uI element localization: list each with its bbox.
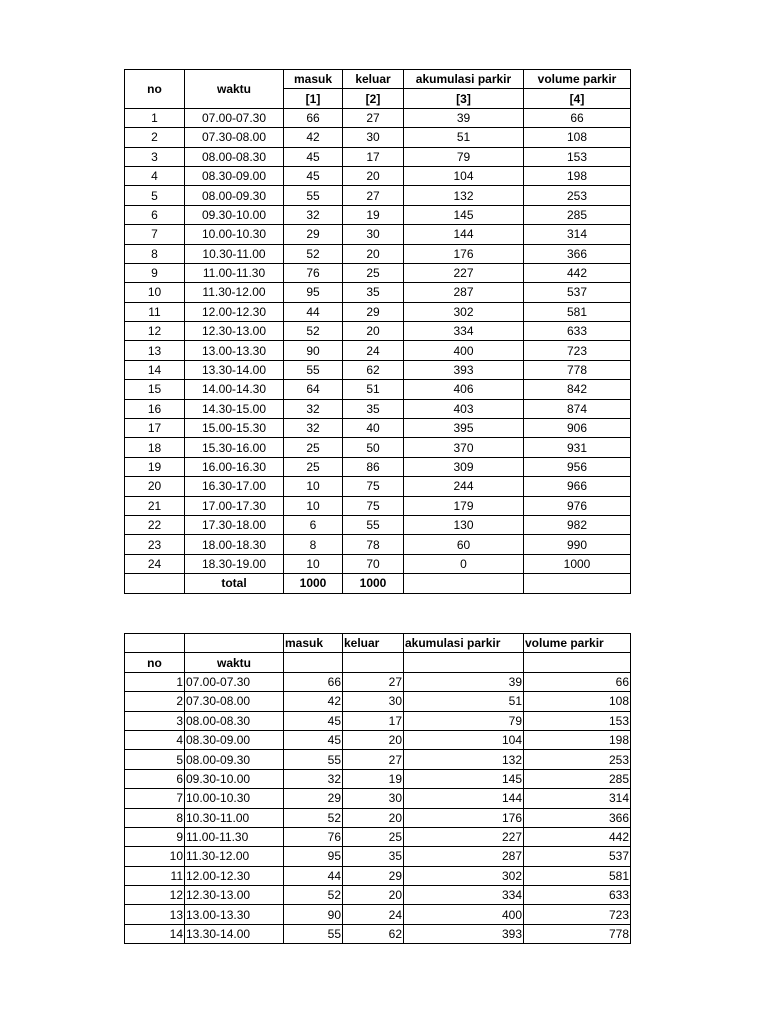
cell-masuk: 45 [284,147,343,166]
table-header-row [125,70,631,89]
cell-no: 20 [125,477,185,496]
table-row [125,166,631,185]
subheader-4: [4] [524,89,631,108]
cell-keluar: 62 [343,924,404,943]
cell-keluar: 20 [343,166,404,185]
cell-masuk: 45 [284,166,343,185]
cell-masuk: 44 [284,302,343,321]
cell-no: 21 [125,496,185,515]
subheader-3: [3] [404,89,524,108]
cell-waktu: 11.00-11.30 [185,827,284,846]
cell-akumulasi: 406 [404,380,524,399]
header-masuk: masuk [284,634,343,653]
cell-masuk: 42 [284,128,343,147]
cell-waktu: 07.00-07.30 [185,108,284,127]
cell-keluar: 86 [343,457,404,476]
cell-no: 5 [125,186,185,205]
table-row [125,380,631,399]
cell-akumulasi: 0 [404,554,524,573]
cell-akumulasi: 403 [404,399,524,418]
cell-keluar: 51 [343,380,404,399]
cell-no: 10 [125,283,185,302]
cell-masuk: 76 [284,263,343,282]
table-row [125,496,631,515]
header-no: no [125,70,185,109]
cell-waktu: 10.30-11.00 [185,808,284,827]
cell-no: 2 [125,128,185,147]
cell-masuk: 42 [284,692,343,711]
table-row [125,847,631,866]
cell-waktu: 15.00-15.30 [185,419,284,438]
cell-akumulasi: 227 [404,827,524,846]
cell-no: 9 [125,827,185,846]
table-row [125,477,631,496]
cell-no: 13 [125,341,185,360]
cell-volume: 285 [524,769,631,788]
cell-no: 14 [125,360,185,379]
cell-masuk: 76 [284,827,343,846]
cell-keluar: 24 [343,341,404,360]
cell-masuk: 29 [284,789,343,808]
cell-akumulasi: 79 [404,711,524,730]
cell-keluar: 20 [343,730,404,749]
cell-volume: 633 [524,886,631,905]
cell-no: 6 [125,205,185,224]
cell-volume: 153 [524,147,631,166]
cell-volume: 1000 [524,554,631,573]
cell-waktu: 08.30-09.00 [185,166,284,185]
cell-no: 4 [125,166,185,185]
cell-keluar: 27 [343,750,404,769]
cell-waktu: 09.30-10.00 [185,769,284,788]
cell-keluar: 19 [343,205,404,224]
cell-masuk: 29 [284,225,343,244]
cell-no: 8 [125,244,185,263]
cell-waktu: 16.30-17.00 [185,477,284,496]
cell-no: 6 [125,769,185,788]
cell-no: 11 [125,866,185,885]
cell-akumulasi: 287 [404,847,524,866]
cell-keluar: 27 [343,108,404,127]
cell-volume: 842 [524,380,631,399]
cell-volume: 198 [524,730,631,749]
cell-volume: 778 [524,360,631,379]
cell-masuk: 64 [284,380,343,399]
cell-keluar: 30 [343,225,404,244]
cell-no: 4 [125,730,185,749]
table-row [125,399,631,418]
table-row [125,457,631,476]
cell-no: 7 [125,225,185,244]
header-keluar: keluar [343,634,404,653]
table-row [125,515,631,534]
cell-keluar: 25 [343,263,404,282]
table-row [125,438,631,457]
cell-volume: 537 [524,847,631,866]
cell-akumulasi: 400 [404,341,524,360]
cell-keluar: 30 [343,128,404,147]
subheader-1: [1] [284,89,343,108]
table-header-row-2 [125,653,631,672]
total-label: total [185,574,284,593]
cell-masuk: 10 [284,477,343,496]
total-masuk: 1000 [284,574,343,593]
cell-waktu: 17.30-18.00 [185,515,284,534]
cell-volume: 633 [524,322,631,341]
table-row [125,244,631,263]
cell-volume: 108 [524,128,631,147]
cell-masuk: 10 [284,554,343,573]
cell-volume: 906 [524,419,631,438]
cell-masuk: 66 [284,672,343,691]
cell-volume: 442 [524,827,631,846]
cell-akumulasi: 176 [404,244,524,263]
cell-waktu: 07.00-07.30 [185,672,284,691]
table-row [125,789,631,808]
cell-masuk: 95 [284,847,343,866]
cell-masuk: 32 [284,419,343,438]
cell-keluar: 62 [343,360,404,379]
table-row [125,730,631,749]
cell-waktu: 17.00-17.30 [185,496,284,515]
table-row [125,322,631,341]
cell-masuk: 55 [284,924,343,943]
cell-akumulasi: 393 [404,360,524,379]
cell-akumulasi: 79 [404,147,524,166]
cell-akumulasi: 144 [404,789,524,808]
cell-masuk: 32 [284,205,343,224]
cell-waktu: 13.30-14.00 [185,360,284,379]
cell-volume: 956 [524,457,631,476]
cell-masuk: 6 [284,515,343,534]
cell-no: 22 [125,515,185,534]
cell-no: 1 [125,672,185,691]
cell-keluar: 55 [343,515,404,534]
cell-volume: 581 [524,866,631,885]
cell-akumulasi: 145 [404,205,524,224]
cell-masuk: 44 [284,866,343,885]
cell-keluar: 30 [343,692,404,711]
cell-akumulasi: 104 [404,166,524,185]
cell-no: 10 [125,847,185,866]
cell-waktu: 12.00-12.30 [185,866,284,885]
cell-waktu: 10.30-11.00 [185,244,284,263]
cell-waktu: 08.00-08.30 [185,711,284,730]
cell-keluar: 27 [343,186,404,205]
cell-waktu: 18.30-19.00 [185,554,284,573]
cell-masuk: 32 [284,399,343,418]
cell-akumulasi: 302 [404,302,524,321]
cell-waktu: 08.30-09.00 [185,730,284,749]
cell-akumulasi: 179 [404,496,524,515]
cell-no: 3 [125,711,185,730]
cell-masuk: 32 [284,769,343,788]
table-row [125,672,631,691]
table-row [125,128,631,147]
header-waktu: waktu [185,653,284,672]
cell-keluar: 17 [343,147,404,166]
cell-keluar: 40 [343,419,404,438]
cell-akumulasi: 144 [404,225,524,244]
cell-keluar: 70 [343,554,404,573]
cell-akumulasi: 227 [404,263,524,282]
cell-akumulasi: 334 [404,322,524,341]
cell-keluar: 35 [343,399,404,418]
cell-waktu: 08.00-09.30 [185,186,284,205]
cell-waktu: 12.30-13.00 [185,886,284,905]
cell-volume: 153 [524,711,631,730]
cell-no: 2 [125,692,185,711]
cell-waktu: 10.00-10.30 [185,789,284,808]
cell-volume: 366 [524,244,631,263]
cell-empty [125,574,185,593]
cell-keluar: 17 [343,711,404,730]
cell-masuk: 10 [284,496,343,515]
cell-volume: 874 [524,399,631,418]
table-row [125,866,631,885]
cell-keluar: 29 [343,866,404,885]
cell-masuk: 8 [284,535,343,554]
table-row [125,924,631,943]
table-row [125,108,631,127]
cell-waktu: 14.00-14.30 [185,380,284,399]
cell-volume: 982 [524,515,631,534]
cell-masuk: 66 [284,108,343,127]
cell-waktu: 18.00-18.30 [185,535,284,554]
cell-akumulasi: 302 [404,866,524,885]
cell-akumulasi: 51 [404,128,524,147]
cell-keluar: 19 [343,769,404,788]
cell-volume: 285 [524,205,631,224]
cell-no: 12 [125,322,185,341]
cell-no: 9 [125,263,185,282]
cell-volume: 253 [524,186,631,205]
cell-waktu: 11.30-12.00 [185,283,284,302]
cell-masuk: 55 [284,750,343,769]
cell-no: 13 [125,905,185,924]
cell-akumulasi: 400 [404,905,524,924]
cell-masuk: 45 [284,730,343,749]
cell-volume: 976 [524,496,631,515]
table-row [125,147,631,166]
cell-volume: 108 [524,692,631,711]
header-volume: volume parkir [524,70,631,89]
cell-keluar: 20 [343,322,404,341]
cell-akumulasi: 39 [404,672,524,691]
cell-volume: 198 [524,166,631,185]
table-row [125,186,631,205]
cell-volume: 253 [524,750,631,769]
cell-volume: 990 [524,535,631,554]
table-row [125,808,631,827]
cell-akumulasi: 334 [404,886,524,905]
table-row [125,205,631,224]
cell-volume: 314 [524,225,631,244]
cell-akumulasi: 132 [404,750,524,769]
cell-volume: 723 [524,905,631,924]
cell-akumulasi: 244 [404,477,524,496]
cell-keluar: 20 [343,244,404,263]
cell-keluar: 75 [343,477,404,496]
cell-masuk: 52 [284,886,343,905]
cell-keluar: 24 [343,905,404,924]
table-row [125,419,631,438]
cell-no: 24 [125,554,185,573]
cell-volume: 581 [524,302,631,321]
cell-akumulasi: 130 [404,515,524,534]
cell-waktu: 16.00-16.30 [185,457,284,476]
cell-no: 3 [125,147,185,166]
cell-no: 17 [125,419,185,438]
cell-keluar: 20 [343,808,404,827]
cell-waktu: 10.00-10.30 [185,225,284,244]
cell-waktu: 12.00-12.30 [185,302,284,321]
cell-akumulasi: 51 [404,692,524,711]
cell-keluar: 25 [343,827,404,846]
cell-masuk: 95 [284,283,343,302]
table-row [125,750,631,769]
cell-volume: 314 [524,789,631,808]
header-keluar: keluar [343,70,404,89]
header-masuk: masuk [284,70,343,89]
cell-volume: 966 [524,477,631,496]
cell-waktu: 13.00-13.30 [185,341,284,360]
header-waktu: waktu [185,70,284,109]
table-row [125,905,631,924]
cell-empty [524,574,631,593]
parking-table-raw [124,633,631,944]
table-row [125,886,631,905]
cell-waktu: 13.00-13.30 [185,905,284,924]
cell-waktu: 07.30-08.00 [185,692,284,711]
cell-empty [404,574,524,593]
cell-waktu: 07.30-08.00 [185,128,284,147]
cell-akumulasi: 176 [404,808,524,827]
cell-keluar: 35 [343,283,404,302]
table-row [125,302,631,321]
cell-akumulasi: 145 [404,769,524,788]
cell-waktu: 12.30-13.00 [185,322,284,341]
total-keluar: 1000 [343,574,404,593]
cell-no: 19 [125,457,185,476]
cell-waktu: 15.30-16.00 [185,438,284,457]
table-row [125,360,631,379]
cell-masuk: 52 [284,322,343,341]
cell-akumulasi: 370 [404,438,524,457]
cell-masuk: 45 [284,711,343,730]
cell-masuk: 55 [284,360,343,379]
cell-masuk: 90 [284,341,343,360]
cell-volume: 778 [524,924,631,943]
cell-no: 11 [125,302,185,321]
cell-masuk: 55 [284,186,343,205]
cell-volume: 723 [524,341,631,360]
table-row [125,535,631,554]
cell-keluar: 20 [343,886,404,905]
cell-no: 15 [125,380,185,399]
cell-keluar: 27 [343,672,404,691]
cell-akumulasi: 132 [404,186,524,205]
cell-masuk: 90 [284,905,343,924]
cell-keluar: 35 [343,847,404,866]
cell-waktu: 11.30-12.00 [185,847,284,866]
cell-no: 8 [125,808,185,827]
cell-no: 12 [125,886,185,905]
cell-waktu: 13.30-14.00 [185,924,284,943]
cell-masuk: 25 [284,457,343,476]
cell-volume: 931 [524,438,631,457]
table-row [125,711,631,730]
cell-waktu: 08.00-08.30 [185,147,284,166]
cell-akumulasi: 287 [404,283,524,302]
table-row [125,225,631,244]
cell-waktu: 14.30-15.00 [185,399,284,418]
table-header-row [125,634,631,653]
cell-masuk: 52 [284,808,343,827]
cell-keluar: 50 [343,438,404,457]
cell-akumulasi: 60 [404,535,524,554]
cell-keluar: 29 [343,302,404,321]
cell-no: 16 [125,399,185,418]
cell-akumulasi: 395 [404,419,524,438]
cell-waktu: 11.00-11.30 [185,263,284,282]
cell-volume: 442 [524,263,631,282]
table-row [125,692,631,711]
cell-no: 7 [125,789,185,808]
cell-no: 5 [125,750,185,769]
cell-waktu: 08.00-09.30 [185,750,284,769]
table-row [125,341,631,360]
cell-keluar: 75 [343,496,404,515]
cell-akumulasi: 309 [404,457,524,476]
table-row [125,283,631,302]
header-no: no [125,653,185,672]
cell-akumulasi: 39 [404,108,524,127]
parking-table-formatted [124,69,631,594]
cell-volume: 66 [524,672,631,691]
table-row [125,769,631,788]
cell-masuk: 52 [284,244,343,263]
cell-keluar: 78 [343,535,404,554]
subheader-2: [2] [343,89,404,108]
cell-waktu: 09.30-10.00 [185,205,284,224]
cell-volume: 366 [524,808,631,827]
table-row [125,554,631,573]
cell-akumulasi: 104 [404,730,524,749]
header-volume: volume parkir [524,634,631,653]
cell-masuk: 25 [284,438,343,457]
cell-no: 18 [125,438,185,457]
total-row [125,574,631,593]
table-row [125,263,631,282]
cell-no: 23 [125,535,185,554]
table-row [125,827,631,846]
cell-volume: 537 [524,283,631,302]
cell-no: 14 [125,924,185,943]
header-akumulasi: akumulasi parkir [404,70,524,89]
header-akumulasi: akumulasi parkir [404,634,524,653]
cell-akumulasi: 393 [404,924,524,943]
cell-keluar: 30 [343,789,404,808]
cell-no: 1 [125,108,185,127]
cell-volume: 66 [524,108,631,127]
